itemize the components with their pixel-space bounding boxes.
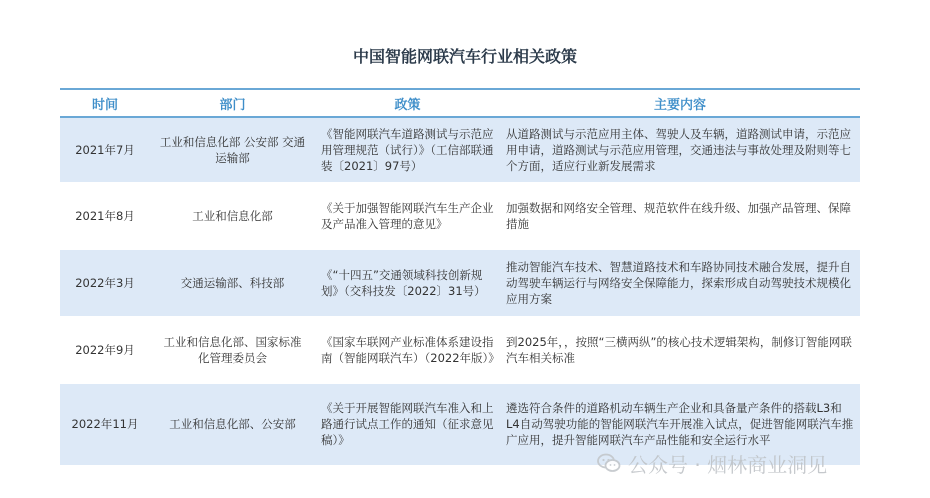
- table-row: [60, 182, 860, 249]
- cell-dept: 工业和信息化部、公安部: [150, 383, 315, 465]
- cell-policy: 《关于加强智能网联汽车生产企业及产品准入管理的意见》: [315, 182, 500, 249]
- header-dept: 部门: [150, 89, 315, 117]
- cell-dept: 工业和信息化部、国家标准化管理委员会: [150, 316, 315, 383]
- cell-content: 推动智能汽车技术、智慧道路技术和车路协同技术融合发展，提升自动驾驶车辆运行与网络安全保障能力，探索形成自动驾驶技术规模化应用方案: [500, 249, 860, 316]
- policy-table-container: [60, 88, 860, 466]
- cell-content: 到2025年，，按照“三横两纵”的核心技术逻辑架构，制修订智能网联汽车相关标准: [500, 316, 860, 383]
- cell-time: 2022年11月: [60, 383, 150, 465]
- table-row: [60, 249, 860, 316]
- cell-time: 2021年8月: [60, 182, 150, 249]
- cell-time: 2022年9月: [60, 316, 150, 383]
- table-title: 中国智能网联汽车行业相关政策: [352, 47, 577, 66]
- wechat-icon: [596, 450, 622, 476]
- cell-time: 2022年3月: [60, 249, 150, 316]
- cell-dept: 工业和信息化部 公安部 交通运输部: [150, 117, 315, 182]
- header-policy: 政策: [315, 89, 500, 117]
- cell-dept: 工业和信息化部: [150, 182, 315, 249]
- cell-content: 遴选符合条件的道路机动车辆生产企业和具备量产条件的搭载L3和L4自动驾驶功能的智能网联汽车开展准入试点，促进智能网联汽车推广应用，提升智能网联汽车产品性能和安全运行水平: [500, 383, 860, 465]
- watermark: [596, 448, 827, 478]
- cell-time: 2021年7月: [60, 117, 150, 182]
- cell-policy: 《国家车联网产业标准体系建设指南（智能网联汽车）（2022年版）》: [315, 316, 500, 383]
- policy-table: [60, 88, 860, 466]
- cell-policy: 《关于开展智能网联汽车准入和上路通行试点工作的通知（征求意见稿）》: [315, 383, 500, 465]
- table-row: [60, 316, 860, 383]
- cell-content: 加强数据和网络安全管理、规范软件在线升级、加强产品管理、保障措施: [500, 182, 860, 249]
- cell-policy: 《“十四五”交通领域科技创新规划》（交科技发〔2022〕31号）: [315, 249, 500, 316]
- header-time: 时间: [60, 89, 150, 117]
- watermark-label: 公众号 · 烟林商业洞见: [628, 452, 828, 477]
- cell-policy: 《智能网联汽车道路测试与示范应用管理规范（试行）》（工信部联通装〔2021〕97号）: [315, 117, 500, 182]
- table-header-row: [60, 89, 860, 117]
- header-content: 主要内容: [500, 89, 860, 117]
- cell-content: 从道路测试与示范应用主体、驾驶人及车辆，道路测试申请，示范应用申请，道路测试与示范应用管理，交通违法与事故处理及附则等七个方面，适应行业新发展需求: [500, 117, 860, 182]
- cell-dept: 交通运输部、科技部: [150, 249, 315, 316]
- table-row: [60, 117, 860, 182]
